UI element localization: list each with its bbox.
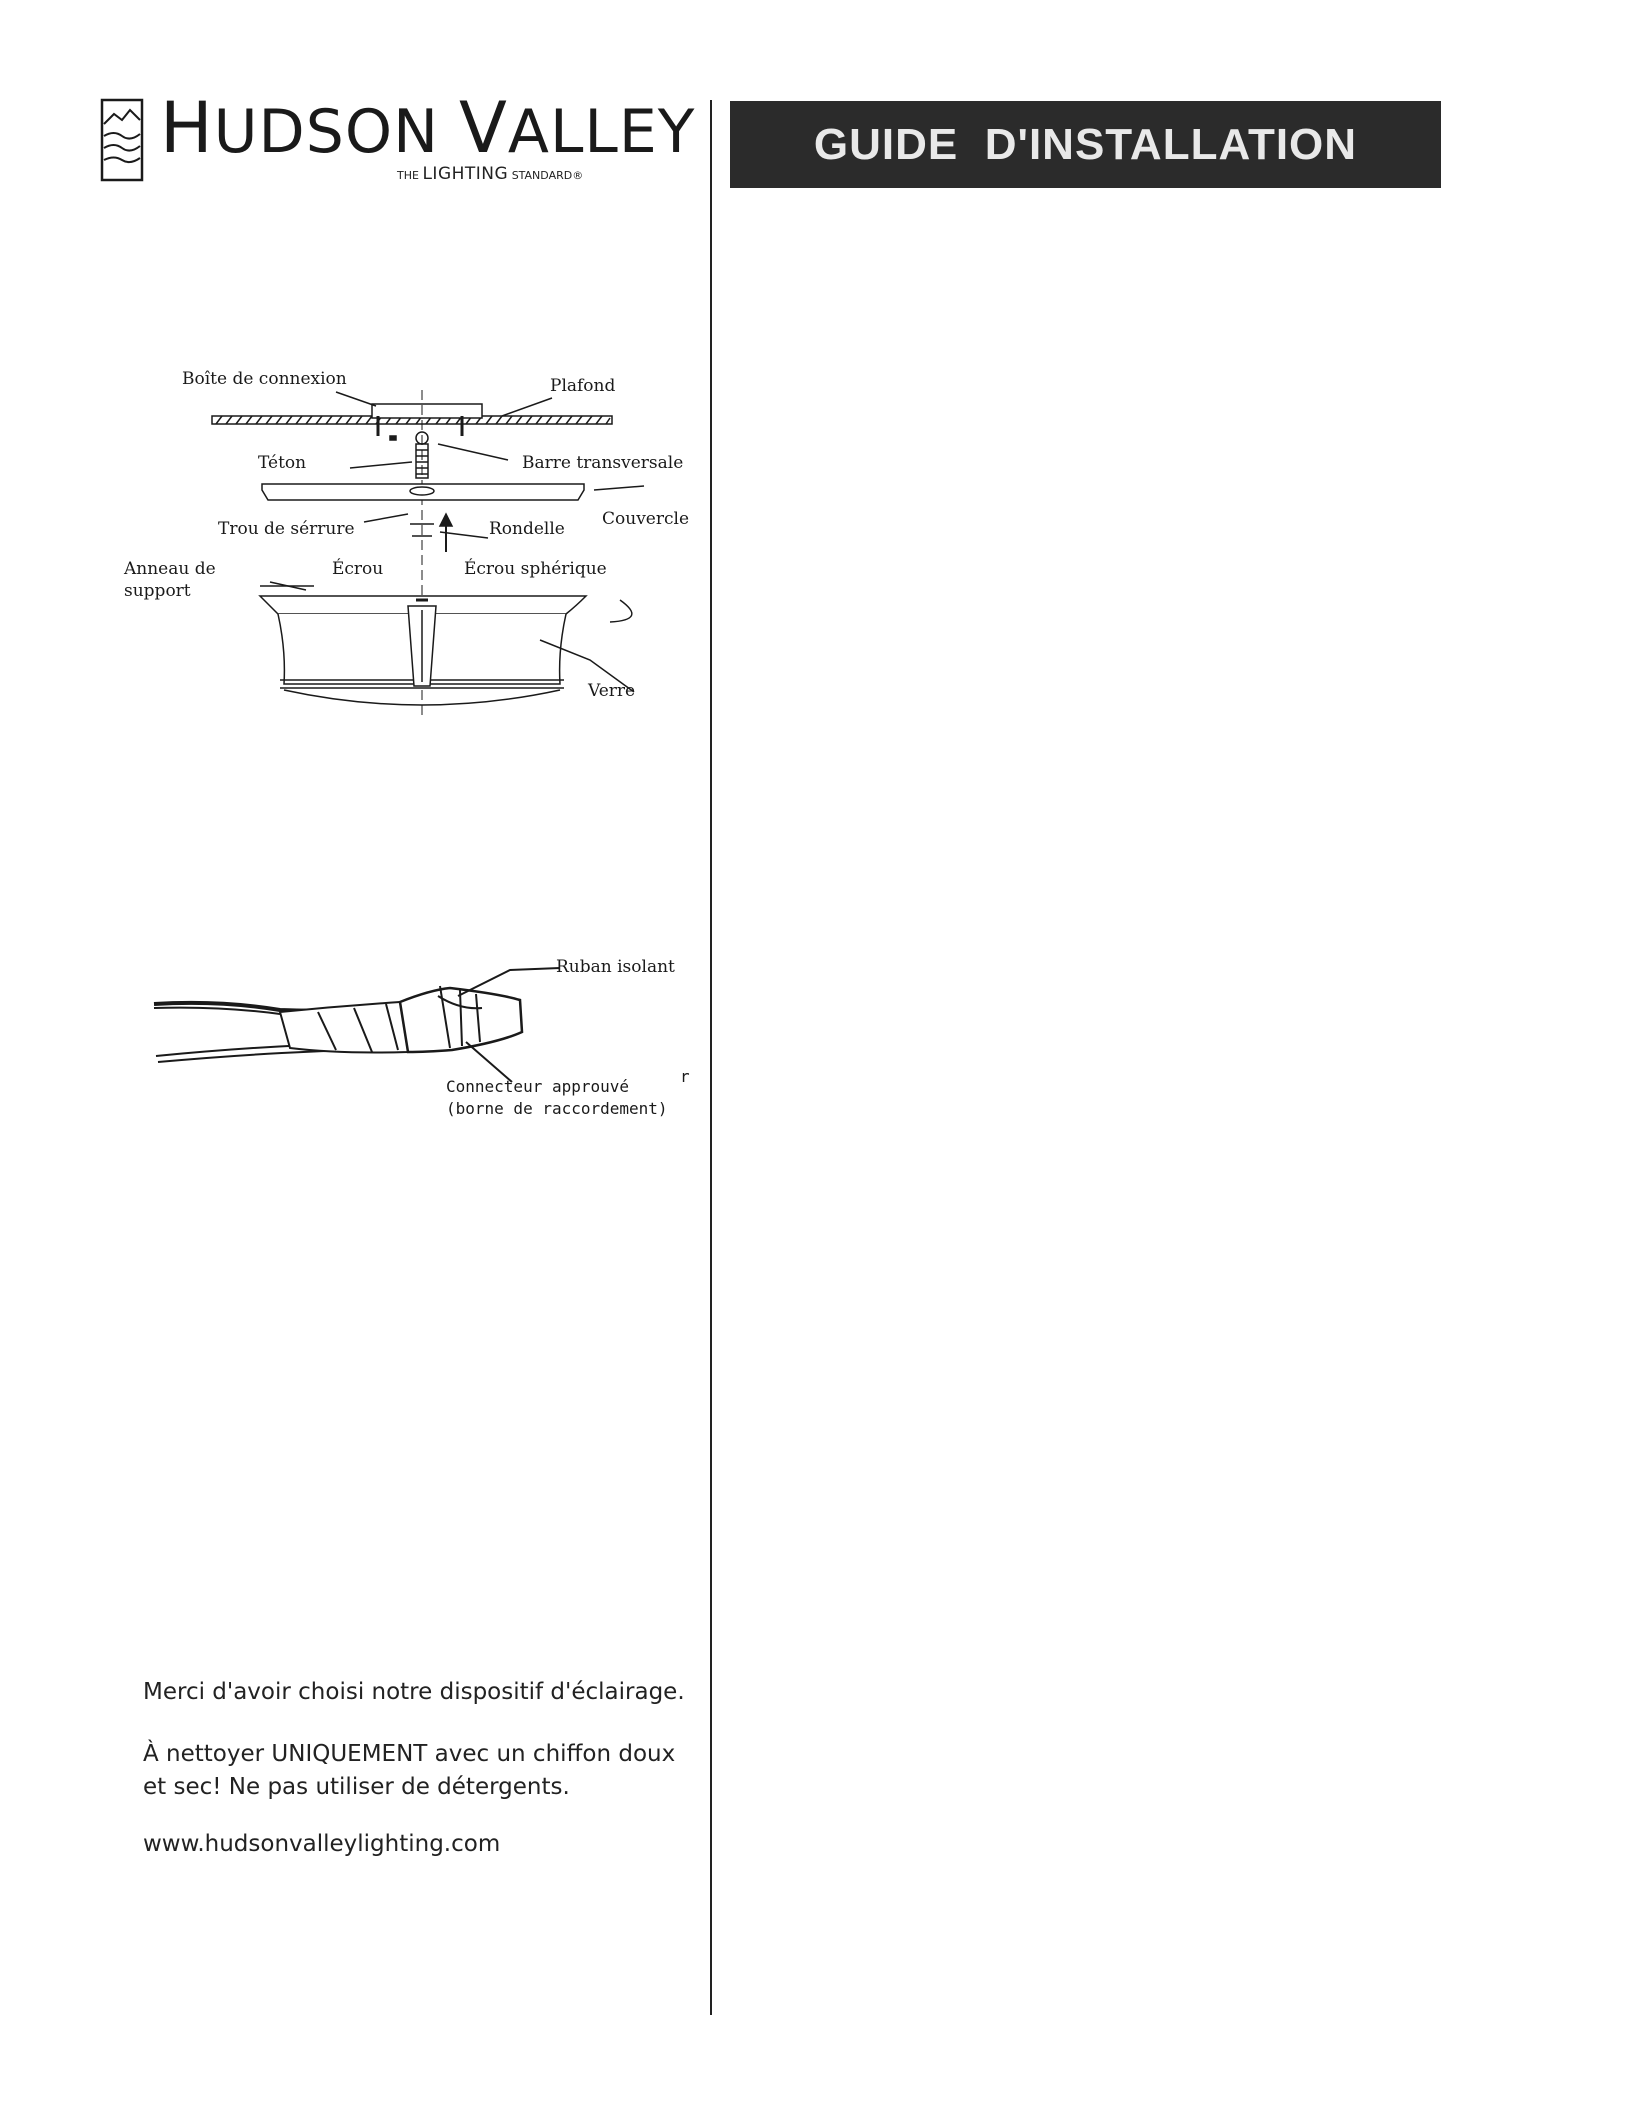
tagline-standard: STANDARD® bbox=[511, 169, 584, 182]
stray-mark: r bbox=[680, 1067, 690, 1086]
brand-second-initial: V bbox=[459, 87, 508, 169]
footer-text bbox=[143, 1676, 703, 1890]
label-glass: Verre bbox=[588, 681, 636, 701]
label-support-ring-1: Anneau de bbox=[124, 559, 216, 579]
tagline-lighting: LIGHTING bbox=[422, 164, 509, 184]
thank-you-note: Merci d'avoir choisi notre dispositif d'éclairage. bbox=[143, 1679, 685, 1705]
mounting-diagram bbox=[100, 360, 700, 730]
label-nut: Écrou bbox=[332, 559, 384, 579]
column-divider bbox=[710, 100, 712, 2015]
website-link[interactable]: www.hudsonvalleylighting.com bbox=[143, 1831, 501, 1857]
installation-guide-banner: GUIDE D'INSTALLATION bbox=[730, 101, 1441, 188]
label-nipple: Téton bbox=[258, 453, 307, 473]
brand-tagline bbox=[397, 164, 583, 184]
label-insulating-tape: Ruban isolant bbox=[556, 957, 675, 977]
label-canopy: Couvercle bbox=[602, 509, 690, 529]
label-ceiling: Plafond bbox=[550, 376, 616, 396]
brand-name bbox=[160, 87, 696, 169]
brand-logo bbox=[100, 87, 696, 188]
cleaning-line-1: À nettoyer UNIQUEMENT avec un chiffon doux bbox=[143, 1741, 676, 1767]
brand-second-rest: ALLEY bbox=[507, 97, 696, 167]
brand-first-rest: UDSON bbox=[213, 97, 439, 167]
tagline-the: THE bbox=[397, 169, 419, 182]
label-keyhole: Trou de sérrure bbox=[218, 519, 355, 539]
cleaning-instructions bbox=[143, 1738, 703, 1804]
label-crossbar: Barre transversale bbox=[522, 453, 684, 473]
label-washer: Rondelle bbox=[489, 519, 565, 539]
label-junction-box: Boîte de connexion bbox=[182, 369, 347, 389]
label-approved-connector-2: (borne de raccordement) bbox=[446, 1099, 668, 1118]
label-ball-nut: Écrou sphérique bbox=[464, 559, 607, 579]
mounting-diagram-drawing bbox=[100, 360, 700, 730]
wire-connector-diagram bbox=[140, 950, 700, 1130]
mountain-landscape-icon bbox=[100, 98, 144, 182]
brand-first-initial: H bbox=[160, 87, 214, 169]
cleaning-line-2: et sec! Ne pas utiliser de détergents. bbox=[143, 1774, 570, 1800]
label-support-ring-2: support bbox=[124, 581, 191, 601]
label-approved-connector-1: Connecteur approuvé bbox=[446, 1077, 630, 1096]
